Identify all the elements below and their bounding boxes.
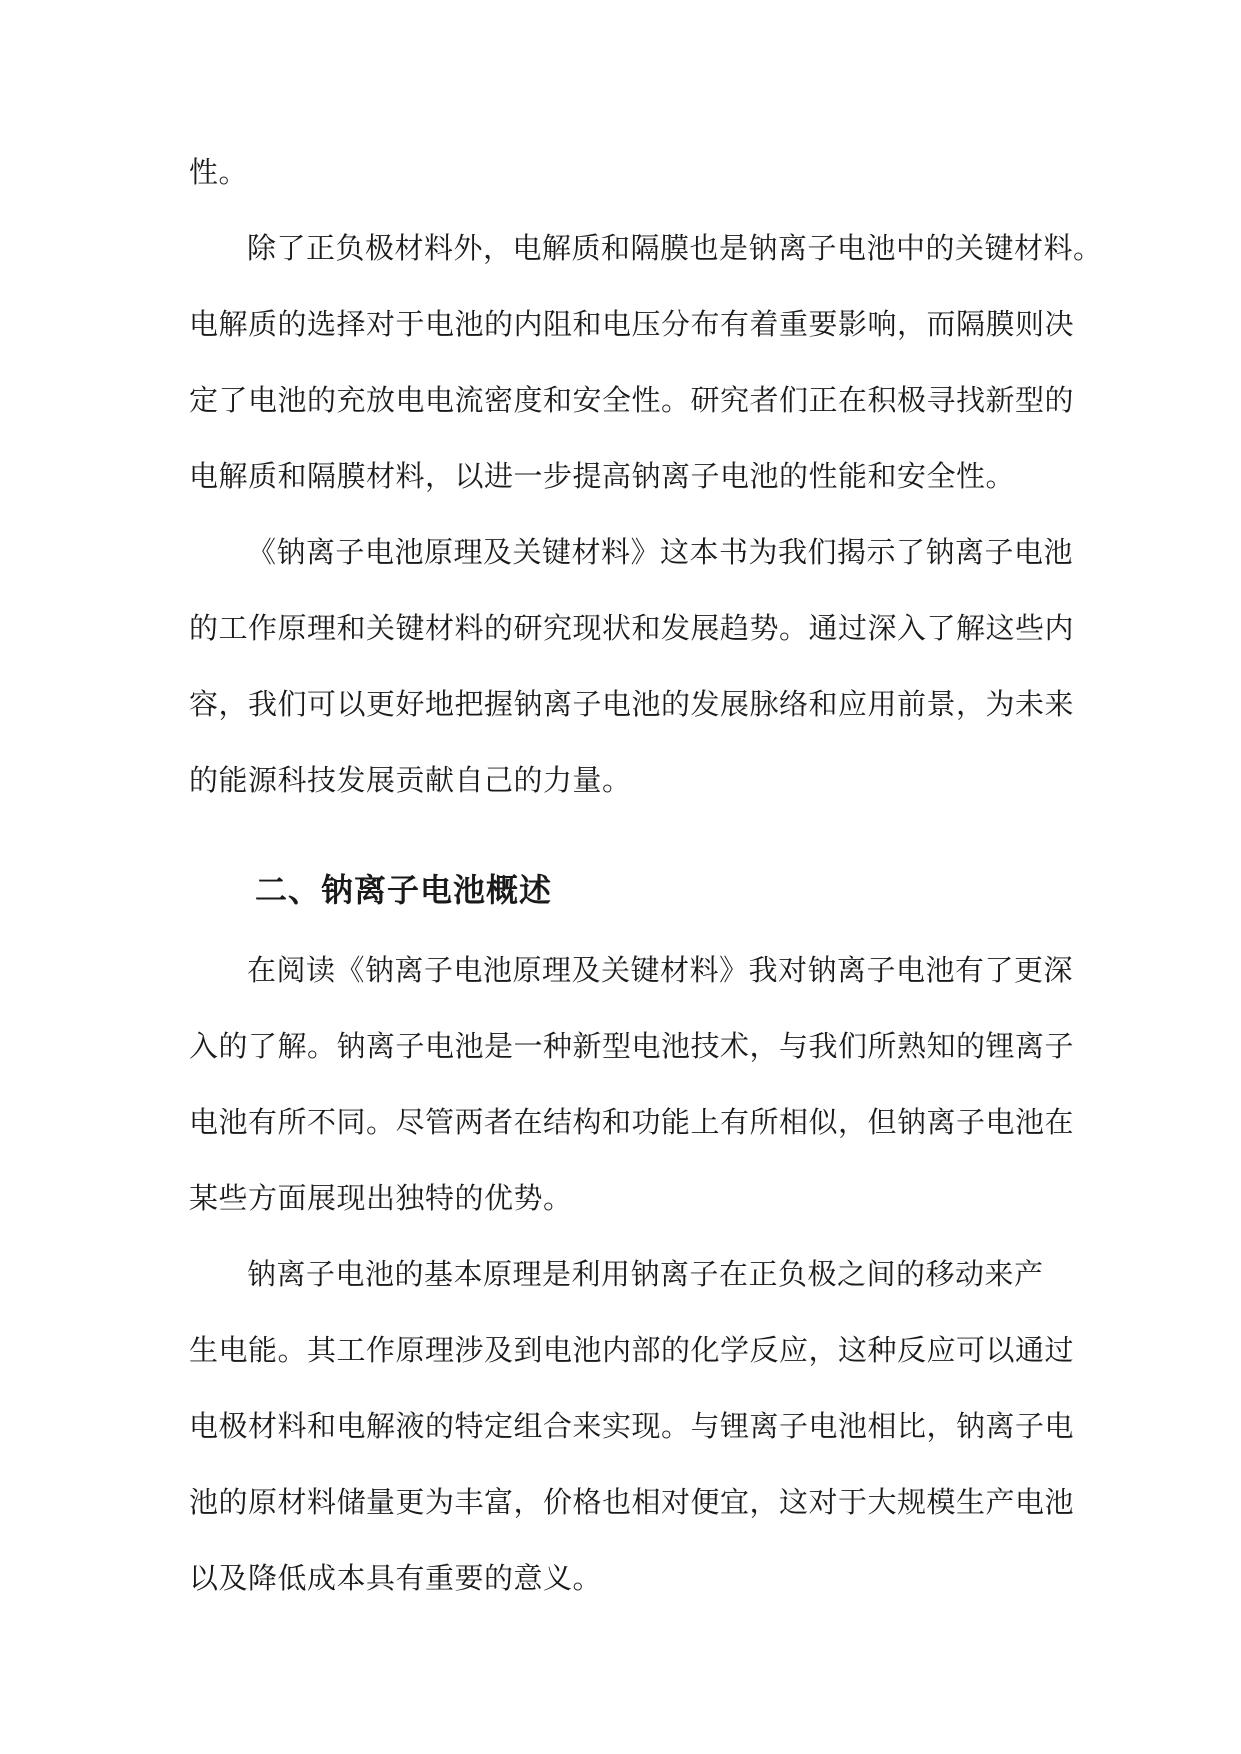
paragraph-line: 电解质和隔膜材料，以进一步提高钠离子电池的性能和安全性。 [189, 459, 1016, 493]
paragraph-line: 定了电池的充放电电流密度和安全性。研究者们正在积极寻找新型的 [189, 383, 1075, 417]
paragraph-line: 电池有所不同。尽管两者在结构和功能上有所相似，但钠离子电池在 [189, 1105, 1075, 1139]
paragraph-line: 以及降低成本具有重要的意义。 [189, 1561, 603, 1595]
paragraph-line: 在阅读《钠离子电池原理及关键材料》我对钠离子电池有了更深 [247, 953, 1074, 987]
paragraph-line: 容，我们可以更好地把握钠离子电池的发展脉络和应用前景，为未来 [189, 687, 1075, 721]
section-heading: 二、钠离子电池概述 [255, 871, 553, 909]
paragraph-line: 的能源科技发展贡献自己的力量。 [189, 763, 632, 797]
paragraph-line: 生电能。其工作原理涉及到电池内部的化学反应，这种反应可以通过 [189, 1333, 1075, 1367]
paragraph-line: 某些方面展现出独特的优势。 [189, 1181, 573, 1215]
paragraph-line: 《钠离子电池原理及关键材料》这本书为我们揭示了钠离子电池 [247, 535, 1074, 569]
paragraph-line: 除了正负极材料外，电解质和隔膜也是钠离子电池中的关键材料。 [247, 231, 1103, 265]
paragraph-line: 钠离子电池的基本原理是利用钠离子在正负极之间的移动来产 [247, 1257, 1044, 1291]
paragraph-line: 池的原材料储量更为丰富，价格也相对便宜，这对于大规模生产电池 [189, 1485, 1075, 1519]
paragraph-line: 电解质的选择对于电池的内阻和电压分布有着重要影响，而隔膜则决 [189, 307, 1075, 341]
paragraph-line: 的工作原理和关键材料的研究现状和发展趋势。通过深入了解这些内 [189, 611, 1075, 645]
paragraph-line: 电极材料和电解液的特定组合来实现。与锂离子电池相比，钠离子电 [189, 1409, 1075, 1443]
paragraph-line: 性。 [189, 155, 249, 189]
paragraph-line: 入的了解。钠离子电池是一种新型电池技术，与我们所熟知的锂离子 [189, 1029, 1075, 1063]
